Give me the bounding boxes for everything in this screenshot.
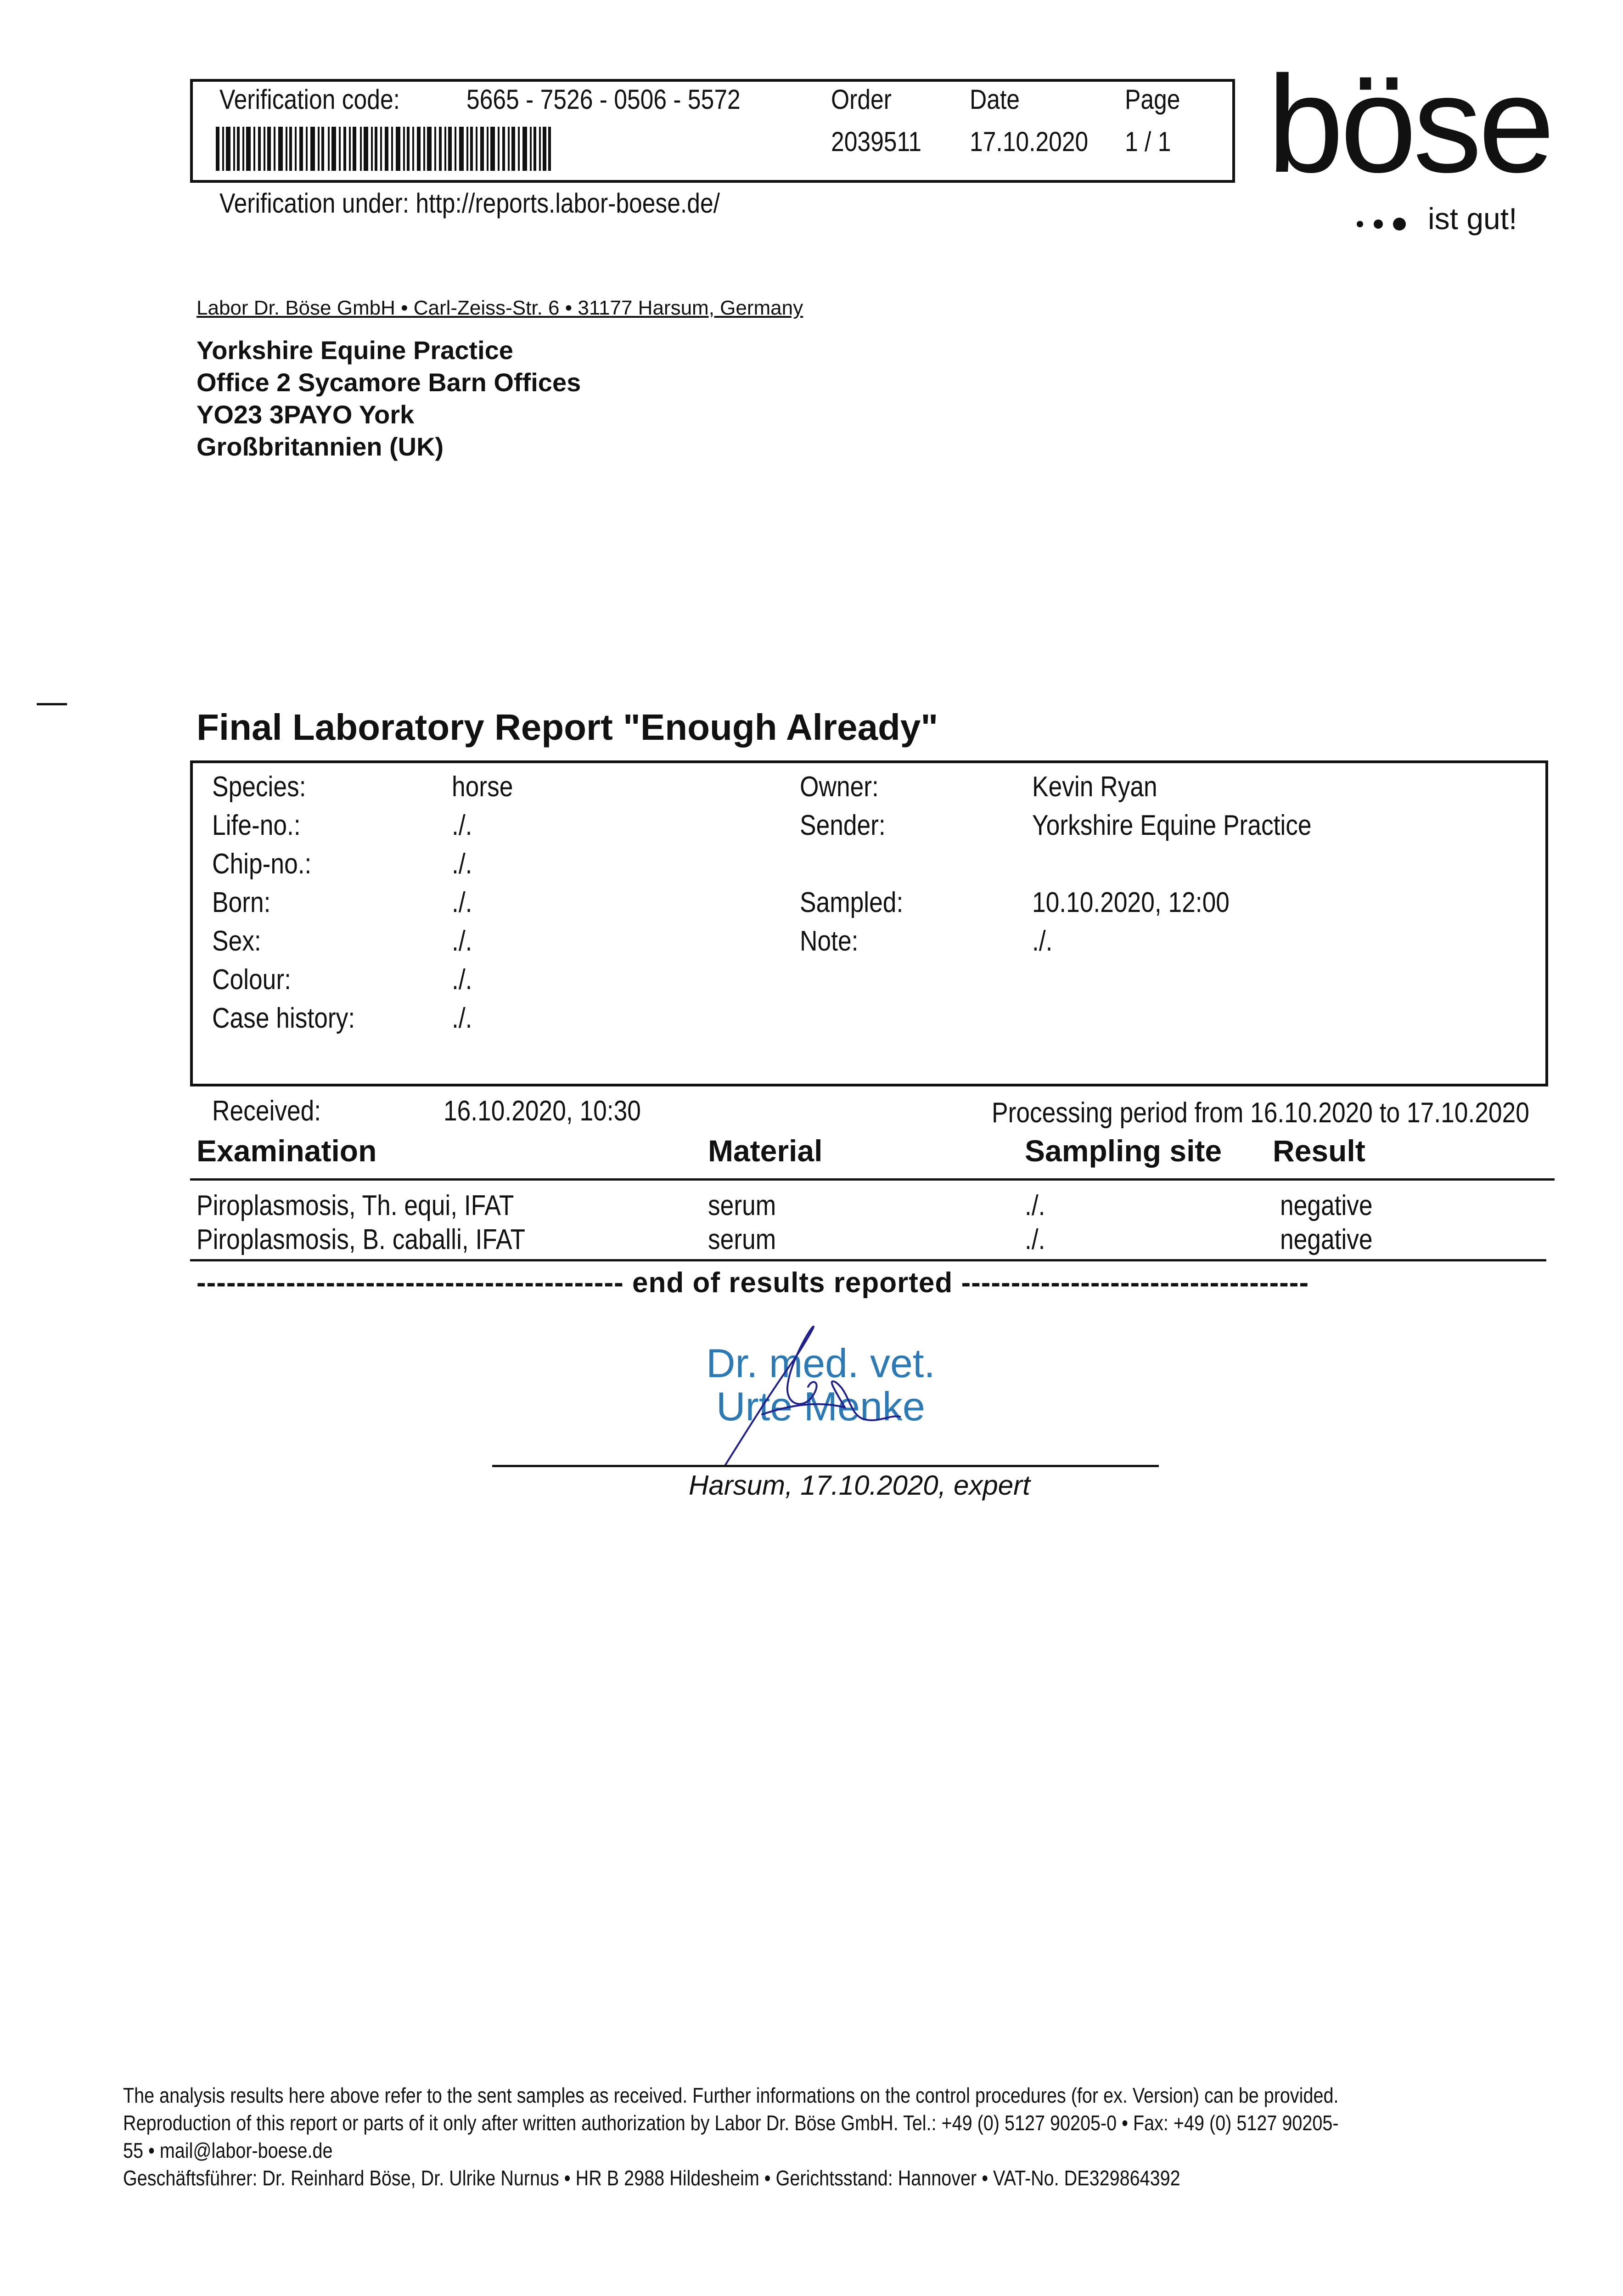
recipient-line-2: Office 2 Sycamore Barn Offices — [197, 368, 581, 397]
page-label: Page — [1125, 84, 1180, 115]
sampled-label: Sampled: — [800, 887, 904, 918]
logo-tagline: ist gut! — [1428, 202, 1517, 236]
fold-mark — [37, 703, 67, 705]
received-label: Received: — [212, 1095, 321, 1127]
species-label: Species: — [212, 771, 306, 803]
signature-title: Dr. med. vet. — [706, 1340, 935, 1386]
report-title: Final Laboratory Report "Enough Already" — [197, 707, 938, 748]
col-sampling-site: Sampling site — [1025, 1134, 1222, 1168]
row2-material: serum — [708, 1224, 776, 1255]
logo-wordmark: böse — [1267, 47, 1551, 201]
row1-sampling-site: ./. — [1025, 1190, 1045, 1221]
owner-value: Kevin Ryan — [1032, 771, 1157, 803]
col-result: Result — [1273, 1134, 1365, 1168]
chip-no-label: Chip-no.: — [212, 848, 312, 880]
sender-address: Labor Dr. Böse GmbH • Carl-Zeiss-Str. 6 • 31177 Harsum, Germany — [197, 297, 803, 319]
handwritten-signature — [698, 1313, 937, 1469]
footer-line-1: The analysis results here above refer to the sent samples as received. Further informations on the control procedures (for ex. Version) can be provided. — [123, 2083, 1339, 2107]
sender-value: Yorkshire Equine Practice — [1032, 810, 1312, 841]
row1-material: serum — [708, 1190, 776, 1221]
sampled-value: 10.10.2020, 12:00 — [1032, 887, 1230, 918]
received-value: 16.10.2020, 10:30 — [444, 1095, 641, 1127]
row2-result: negative — [1280, 1224, 1373, 1255]
recipient-line-4: Großbritannien (UK) — [197, 432, 444, 461]
table-bottom-rule — [190, 1259, 1546, 1261]
date-value: 17.10.2020 — [970, 126, 1089, 157]
footer-line-2: Reproduction of this report or parts of it only after written authorization by Labor Dr. Böse GmbH. Tel.: +49 (0) 5127 90205-0 • Fax: +49 (0) 5127 90205- — [123, 2111, 1339, 2135]
case-history-label: Case history: — [212, 1002, 355, 1034]
species-value: horse — [452, 771, 513, 803]
verification-url: Verification under: http://reports.labor-boese.de/ — [219, 188, 720, 219]
table-header-rule — [190, 1178, 1555, 1181]
date-label: Date — [970, 84, 1020, 115]
sender-label: Sender: — [800, 810, 886, 841]
processing-period: Processing period from 16.10.2020 to 17.10.2020 — [992, 1097, 1529, 1129]
verification-label: Verification code: — [219, 84, 400, 115]
footer-line-3: 55 • mail@labor-boese.de — [123, 2138, 333, 2162]
order-label: Order — [831, 84, 892, 115]
row2-sampling-site: ./. — [1025, 1224, 1045, 1255]
row1-result: negative — [1280, 1190, 1373, 1221]
sex-value: ./. — [452, 925, 472, 957]
owner-label: Owner: — [800, 771, 879, 803]
order-value: 2039511 — [831, 126, 922, 157]
sex-label: Sex: — [212, 925, 261, 957]
colour-value: ./. — [452, 964, 472, 996]
col-examination: Examination — [197, 1134, 377, 1168]
footer-line-4: Geschäftsführer: Dr. Reinhard Böse, Dr. Ulrike Nurnus • HR B 2988 Hildesheim • Gerichtsstand: Hannover • VAT-No. DE329864392 — [123, 2166, 1180, 2190]
row2-examination: Piroplasmosis, B. caballi, IFAT — [197, 1224, 526, 1255]
verification-code: 5665 - 7526 - 0506 - 5572 — [466, 84, 741, 115]
recipient-line-1: Yorkshire Equine Practice — [197, 336, 513, 365]
col-material: Material — [708, 1134, 823, 1168]
life-no-label: Life-no.: — [212, 810, 301, 841]
recipient-line-3: YO23 3PAYO York — [197, 400, 415, 429]
life-no-value: ./. — [452, 810, 472, 841]
page-value: 1 / 1 — [1125, 126, 1171, 157]
end-of-results: ------------------------------------------- end of results reported ----------------------------------- — [197, 1267, 1309, 1299]
note-label: Note: — [800, 925, 859, 957]
signature-name: Urte Menke — [716, 1384, 925, 1429]
barcode — [216, 127, 551, 171]
born-value: ./. — [452, 887, 472, 918]
signature-caption: Harsum, 17.10.2020, expert — [689, 1470, 1030, 1501]
case-history-value: ./. — [452, 1002, 472, 1034]
colour-label: Colour: — [212, 964, 291, 996]
born-label: Born: — [212, 887, 271, 918]
note-value: ./. — [1032, 925, 1053, 957]
logo-dots-icon — [1354, 215, 1423, 233]
signature-line — [492, 1465, 1159, 1467]
row1-examination: Piroplasmosis, Th. equi, IFAT — [197, 1190, 514, 1221]
chip-no-value: ./. — [452, 848, 472, 880]
